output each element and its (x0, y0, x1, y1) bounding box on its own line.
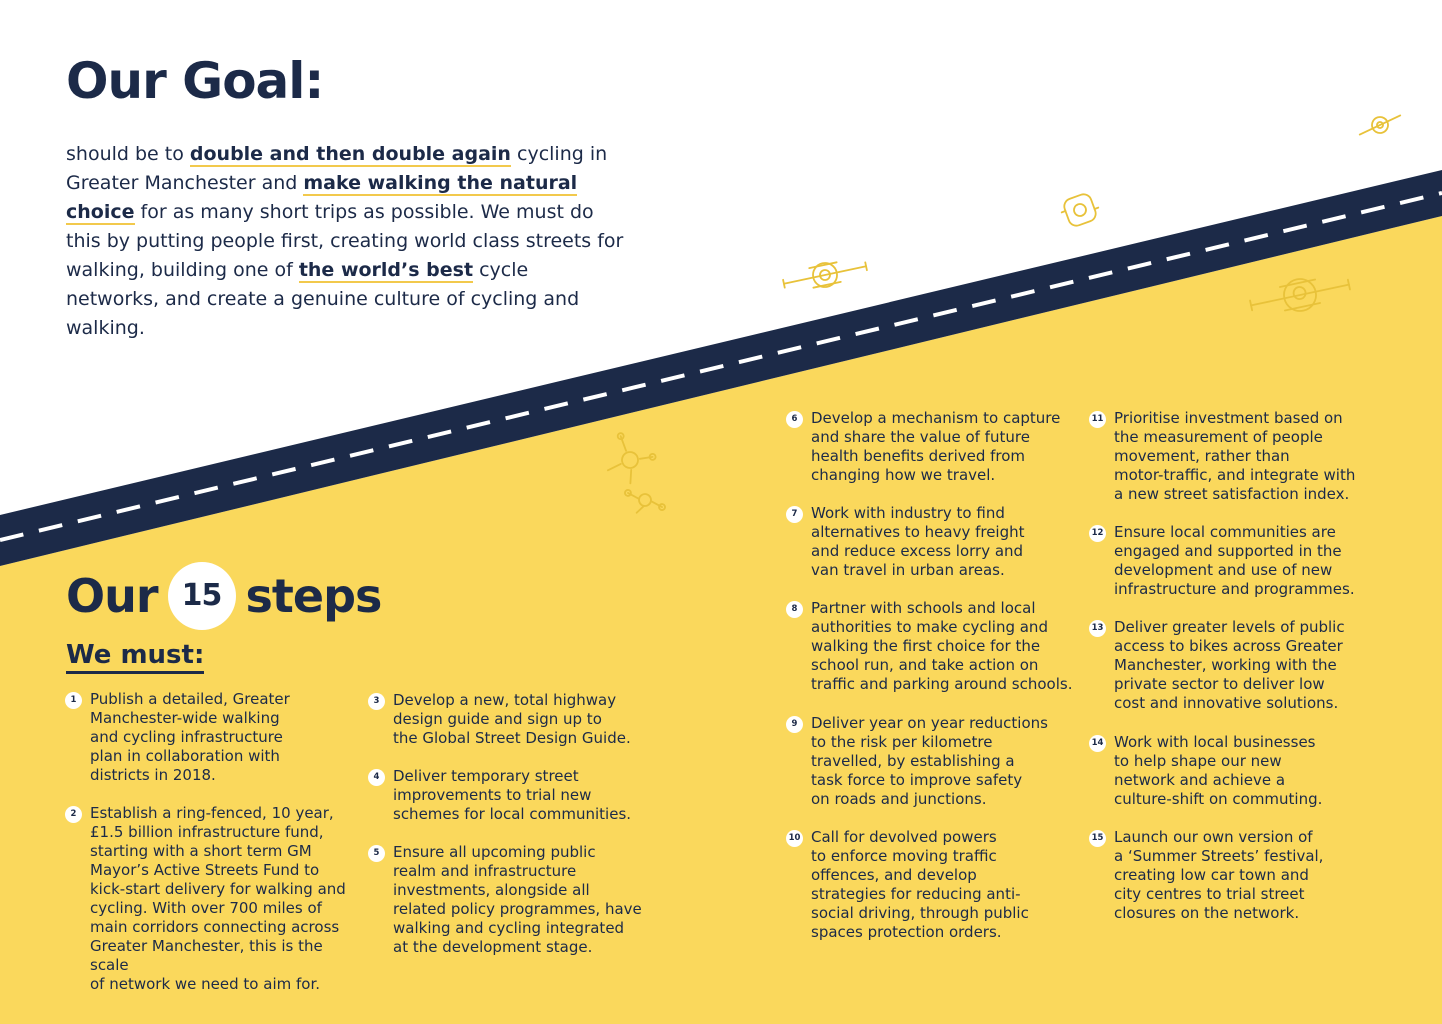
step-item (791, 599, 1091, 694)
step-number-badge: 10 (786, 830, 803, 847)
step-text: Develop a new, total highway design guide and sign up to the Global Street Design Guide. (393, 691, 631, 747)
step-text: Deliver greater levels of public access to bikes across Greater Manchester, working with the private sector to deliver low cost and innovative solutions. (1114, 618, 1345, 712)
step-number-badge: 4 (368, 769, 385, 786)
step-text: Ensure local communities are engaged and supported in the development and use of new infrastructure and programmes. (1114, 523, 1355, 598)
step-number-badge: 11 (1089, 411, 1106, 428)
step-number-badge: 9 (786, 716, 803, 733)
goal-paragraph (66, 140, 626, 343)
step-number-badge: 3 (368, 693, 385, 710)
step-item (1091, 618, 1404, 713)
step-number-badge: 8 (786, 601, 803, 618)
step-item (1091, 828, 1404, 923)
goal-highlight-double: double and then double again (189, 143, 511, 165)
step-text: Prioritise investment based on the measurement of people movement, rather than motor-traffic, and integrate with a new street satisfaction index. (1114, 409, 1356, 503)
step-item (1091, 523, 1404, 599)
step-item (791, 504, 1086, 580)
goal-text-part: for as many short trips as possible. We must do this by putting people first, creating world class streets for walking, building one of (66, 201, 624, 281)
goal-text-part: cycle networks, and create a genuine culture of cycling and walking. (66, 259, 580, 339)
step-number-badge: 2 (65, 806, 82, 823)
step-text: Launch our own version of a ‘Summer Streets’ festival, creating low car town and city centres to trial street closures on the network. (1114, 828, 1324, 922)
step-text: Establish a ring-fenced, 10 year, £1.5 billion infrastructure fund, starting with a short term GM Mayor’s Active Streets Fund to kick-start delivery for walking and cycling. With over 700 miles of main corridors connecting across Greater Manchester, this is the scale of network we need to aim for. (90, 804, 346, 993)
goal-highlight-best: the world’s best (298, 259, 474, 281)
step-text: Develop a mechanism to capture and share the value of future health benefits derived from changing how we travel. (811, 409, 1061, 484)
step-text: Ensure all upcoming public realm and infrastructure investments, alongside all related policy programmes, have walking and cycling integrated at the development stage. (393, 843, 642, 956)
step-text: Partner with schools and local authorities to make cycling and walking the first choice for the school run, and take action on traffic and parking around schools. (811, 599, 1073, 693)
we-must-subheading: We must: (66, 640, 204, 674)
step-number-badge: 12 (1089, 525, 1106, 542)
goal-text-part: should be to (66, 143, 190, 165)
goal-highlight-walking: make walking the natural choice (66, 172, 578, 223)
goal-text-part: cycling in Greater Manchester and (66, 143, 608, 194)
step-number-badge: 5 (368, 845, 385, 862)
step-item (1091, 409, 1404, 504)
step-item (373, 767, 663, 824)
step-number-badge: 6 (786, 411, 803, 428)
steps-count-badge: 15 (168, 562, 236, 630)
step-text: Work with local businesses to help shape our new network and achieve a culture-shift on commuting. (1114, 733, 1323, 808)
goal-title: Our Goal: (66, 52, 324, 110)
step-number-badge: 7 (786, 506, 803, 523)
step-item (1091, 733, 1404, 809)
step-item (373, 843, 668, 957)
step-item (791, 409, 1086, 485)
step-item (70, 804, 365, 994)
step-number-badge: 15 (1089, 830, 1106, 847)
step-item (373, 691, 663, 748)
step-text: Work with industry to find alternatives to heavy freight and reduce excess lorry and van travel in urban areas. (811, 504, 1025, 579)
step-number-badge: 13 (1089, 620, 1106, 637)
step-number-badge: 14 (1089, 735, 1106, 752)
step-item (791, 714, 1086, 809)
steps-heading-our: Our (66, 569, 158, 623)
step-text: Deliver temporary street improvements to trial new schemes for local communities. (393, 767, 632, 823)
step-number-badge: 1 (65, 692, 82, 709)
step-text: Deliver year on year reductions to the risk per kilometre travelled, by establishing a task force to improve safety on roads and junctions. (811, 714, 1048, 808)
steps-heading (66, 562, 381, 630)
step-text: Publish a detailed, Greater Manchester-wide walking and cycling infrastructure plan in collaboration with districts in 2018. (90, 690, 290, 784)
step-item (70, 690, 360, 785)
step-text: Call for devolved powers to enforce moving traffic offences, and develop strategies for reducing anti- social driving, through public spaces protection orders. (811, 828, 1029, 941)
step-item (788, 828, 1086, 942)
steps-heading-steps: steps (245, 569, 382, 623)
